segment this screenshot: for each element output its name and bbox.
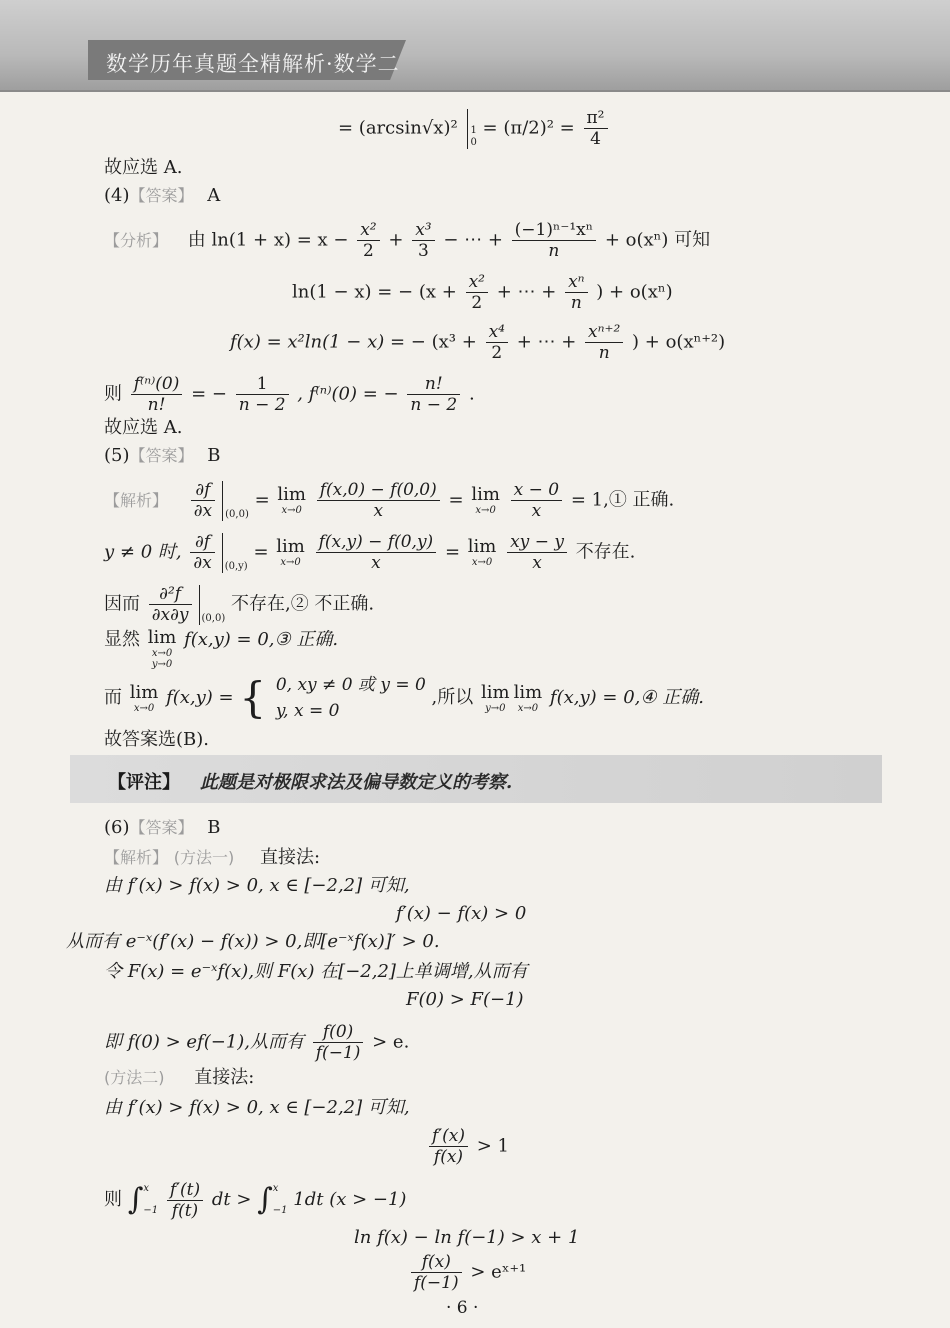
method-tag: (方法二): [104, 1068, 165, 1087]
formula-text: + ⋯ +: [496, 281, 557, 303]
fraction: [466, 272, 488, 313]
limit-op: lim: [467, 536, 497, 557]
numerator: x²: [357, 220, 379, 241]
formula-text: 1dt (x > −1): [293, 1189, 407, 1210]
limit: [468, 537, 497, 568]
limit-op: lim: [147, 627, 177, 648]
formula-text: 不存在,② 不正确.: [230, 593, 375, 615]
formula-line: f′(x) − f(x) > 0: [396, 903, 527, 924]
question-number: (6): [104, 817, 130, 838]
denominator: x: [532, 553, 542, 573]
page-number: · 6 ·: [446, 1298, 479, 1318]
left-brace: {: [239, 673, 267, 722]
formula-exp: [408, 1252, 526, 1293]
solution-line-4: [104, 628, 338, 670]
formula-line: F(0) > F(−1): [406, 989, 524, 1010]
limit-sub: x→0: [280, 557, 301, 568]
numerator: x²: [466, 272, 488, 293]
numerator: ∂f: [190, 532, 214, 553]
denominator: 4: [590, 129, 601, 149]
analysis-tag: 【分析】: [104, 230, 169, 250]
numerator: x − 0: [511, 480, 562, 501]
numerator: f′(t): [167, 1180, 203, 1201]
numerator: f(x,0) − f(0,0): [317, 480, 440, 501]
numerator: xⁿ: [565, 272, 587, 293]
case-row: y, x = 0: [275, 701, 340, 721]
formula-text: =: [253, 541, 269, 563]
eval-lower: 0: [470, 137, 477, 148]
integral-sign: ∫: [257, 1182, 273, 1217]
limit-sub: x→0: [133, 702, 155, 714]
formula-text: (x³ +: [431, 331, 477, 353]
fraction: [236, 374, 289, 415]
solution-method-1: [104, 846, 320, 870]
formula-text: ln(1 − x) = −: [292, 281, 414, 303]
formula-line: ln f(x) − ln f(−1) > x + 1: [354, 1227, 580, 1248]
formula-ln: [292, 272, 673, 313]
piecewise-cases: [276, 672, 426, 724]
denominator: n: [570, 293, 582, 313]
limit-sub: x→0: [475, 505, 496, 516]
formula-text: > e.: [372, 1031, 410, 1053]
fraction: [507, 532, 567, 573]
integral-limits: [143, 1178, 158, 1222]
fraction: [585, 322, 623, 363]
limit-sub: x→0: [151, 648, 173, 659]
limit-sub: x→0: [471, 557, 493, 568]
limit-sub: x→0: [281, 505, 302, 516]
page-header: [0, 0, 950, 92]
integral-upper: x: [272, 1183, 279, 1194]
numerator: xy − y: [507, 532, 567, 553]
formula-derivative: [104, 374, 475, 415]
fraction: [429, 1126, 468, 1167]
text-line: 从而有 e⁻ˣ(f′(x) − f(x)) > 0,即[e⁻ˣf(x)]′ > 0.: [66, 931, 440, 952]
case-row: 0, xy ≠ 0 或 y = 0: [275, 675, 426, 695]
numerator: n!: [407, 374, 460, 395]
formula-text: ) + o(xⁿ): [596, 281, 673, 303]
denominator: 3: [417, 241, 429, 261]
fraction: [407, 374, 460, 415]
answer-value: B: [207, 817, 221, 838]
denominator: n − 2: [238, 395, 286, 415]
solution-line-5: [104, 672, 704, 724]
solution-line-2: [104, 532, 635, 573]
formula-text: − ⋯ +: [443, 229, 503, 251]
limit: [276, 537, 305, 568]
limit-op: lim: [481, 681, 510, 703]
limit: [514, 683, 543, 714]
integral-lower: −1: [143, 1205, 159, 1216]
eval-point: (0,y): [224, 561, 248, 572]
question-number: (5): [104, 445, 130, 466]
formula-text: = (π/2)² =: [482, 117, 575, 139]
formula-text: 则: [104, 1189, 122, 1210]
formula-text: +: [388, 229, 404, 251]
limit: [277, 485, 306, 516]
fraction: [316, 532, 437, 573]
conclusion-line: [104, 1022, 409, 1063]
formula-ratio: [426, 1126, 509, 1167]
limit: [130, 683, 159, 714]
limit-sub: x→0: [517, 702, 539, 714]
denominator: 2: [363, 241, 374, 261]
formula-text: 则: [104, 383, 122, 405]
formula-text: f(x,y) = 0,④ 正确.: [549, 687, 704, 708]
method-tag: (方法一): [173, 848, 235, 867]
formula-text: ) + o(xⁿ⁺²): [632, 331, 726, 353]
formula-text: = −: [191, 383, 227, 405]
answer-tag: 【答案】: [129, 818, 194, 837]
numerator: f(x): [411, 1252, 462, 1273]
text-line: 由 f′(x) > f(x) > 0, x ∈ [−2,2] 可知,: [104, 1097, 410, 1118]
solution-tag: 【解析】: [104, 848, 169, 867]
fraction: [131, 374, 183, 415]
fraction: [190, 532, 214, 573]
answer-tag: 【答案】: [129, 186, 194, 205]
eval-bar: [222, 481, 223, 521]
limit: [471, 485, 500, 516]
answer-tag: 【答案】: [129, 446, 194, 465]
formula-text: 因而: [104, 593, 140, 615]
formula-text: 直接法:: [259, 847, 321, 868]
analysis-line: [104, 220, 710, 261]
denominator: f(−1): [315, 1043, 361, 1063]
formula-text: 由 ln(1 + x) = x −: [187, 229, 349, 251]
formula-text: dt >: [211, 1189, 252, 1210]
numerator: f(0): [313, 1022, 364, 1043]
limit-op: lim: [513, 681, 543, 703]
formula-text: =: [254, 489, 270, 511]
fraction: [149, 584, 192, 625]
eval-bar: [222, 533, 223, 573]
denominator: n!: [147, 395, 166, 415]
denominator: 2: [471, 293, 483, 313]
formula-text: y ≠ 0 时,: [104, 541, 182, 563]
formula-text: f(x,y) =: [166, 687, 234, 708]
denominator: x: [373, 501, 384, 521]
formula-text: (x +: [418, 281, 457, 303]
answer-value: B: [207, 445, 221, 466]
fraction: [317, 480, 440, 521]
solution-tag: 【解析】: [104, 490, 169, 510]
fraction: [584, 108, 608, 149]
limit: [148, 628, 177, 670]
formula-text: ,所以: [431, 687, 474, 708]
answer-line-4: [104, 184, 220, 208]
formula-text: , f⁽ⁿ⁾(0) = −: [297, 383, 399, 405]
eval-bar: [467, 109, 468, 149]
denominator: 2: [491, 343, 503, 363]
text-line: 故答案选(B).: [104, 729, 209, 750]
solution-line-1: [104, 480, 674, 521]
integral-upper: x: [143, 1183, 150, 1194]
limit-sub: y→0: [485, 702, 506, 714]
fraction: [512, 220, 596, 261]
eval-limits: [470, 125, 476, 149]
formula-text: .: [468, 383, 475, 405]
formula-text: > eˣ⁺¹: [470, 1261, 527, 1283]
denominator: ∂x: [193, 553, 212, 573]
formula-text: 即 f(0) > ef(−1),从而有: [104, 1031, 305, 1053]
formula-text: =: [444, 541, 461, 563]
denominator: n: [598, 343, 610, 363]
text-line: 由 f′(x) > f(x) > 0, x ∈ [−2,2] 可知,: [104, 875, 410, 896]
formula-text: > 1: [476, 1135, 510, 1157]
numerator: (−1)ⁿ⁻¹xⁿ: [512, 220, 596, 241]
denominator: n − 2: [410, 395, 458, 415]
formula-text: = (arcsin√x)²: [338, 117, 458, 139]
integral-limits: [273, 1178, 288, 1222]
text-line: 故应选 A.: [104, 417, 183, 438]
formula-text: + o(xⁿ) 可知: [604, 229, 711, 251]
fraction: [565, 272, 587, 313]
numerator: x³: [412, 220, 434, 241]
formula-text: f(x,y) = 0,③ 正确.: [184, 629, 339, 650]
numerator: xⁿ⁺²: [585, 322, 623, 343]
answer-line-6: [104, 816, 220, 840]
answer-value: A: [207, 185, 221, 206]
text-line: 故应选 A.: [104, 157, 183, 178]
denominator: ∂x∂y: [151, 605, 189, 625]
text-line: 令 F(x) = e⁻ˣf(x),则 F(x) 在[−2,2]上单调增,从而有: [104, 961, 528, 982]
limit-op: lim: [277, 484, 307, 505]
fraction: [167, 1180, 203, 1221]
numerator: f′(x): [429, 1126, 468, 1147]
fraction: [411, 1252, 462, 1293]
denominator: x: [371, 553, 381, 573]
denominator: x: [531, 501, 542, 521]
formula-integral: [104, 1178, 406, 1222]
eval-upper: 1: [470, 125, 477, 136]
formula-text: f(x) = x²ln(1 − x) = −: [230, 331, 426, 353]
limit-op: lim: [276, 536, 305, 557]
formula-text: 不存在.: [575, 541, 636, 563]
header-title: 数学历年真题全精解析·数学二: [106, 52, 400, 76]
numerator: π²: [584, 108, 608, 129]
numerator: f(x,y) − f(0,y): [316, 532, 437, 553]
eval-point: (0,0): [225, 509, 249, 520]
fraction: [313, 1022, 364, 1063]
fraction: [486, 322, 508, 363]
fraction: [191, 480, 215, 521]
comment-label: 【评注】: [108, 772, 180, 793]
limit: [481, 683, 510, 714]
solution-line-3: [104, 584, 374, 625]
denominator: n: [548, 241, 560, 261]
numerator: 1: [236, 374, 289, 395]
fraction: [412, 220, 434, 261]
header-rule: [0, 90, 950, 92]
denominator: f(−1): [414, 1273, 459, 1293]
limit-op: lim: [471, 484, 500, 505]
question-number: (4): [104, 185, 130, 206]
numerator: f⁽ⁿ⁾(0): [131, 374, 183, 395]
formula-text: =: [448, 489, 464, 511]
denominator: f(x): [433, 1147, 464, 1167]
limit-op: lim: [129, 681, 159, 703]
formula-arcsin: [338, 108, 611, 149]
integral-lower: −1: [272, 1205, 288, 1216]
formula-text: + ⋯ +: [516, 331, 577, 353]
numerator: x⁴: [486, 322, 508, 343]
formula-text: 显然: [104, 629, 140, 650]
formula-text: = 1,① 正确.: [570, 489, 675, 511]
solution-method-2: [104, 1066, 254, 1090]
denominator: f(t): [171, 1200, 199, 1221]
formula-text: 直接法:: [194, 1067, 255, 1088]
answer-line-5: [104, 444, 220, 468]
limit-sub: y→0: [151, 659, 173, 670]
formula-text: 而: [104, 687, 122, 708]
numerator: ∂f: [191, 480, 215, 501]
formula-fx: [230, 322, 725, 363]
denominator: ∂x: [193, 501, 213, 521]
fraction: [357, 220, 379, 261]
fraction: [511, 480, 562, 521]
comment-text: 此题是对极限求法及偏导数定义的考察.: [200, 772, 513, 793]
eval-bar: [199, 585, 200, 625]
eval-point: (0,0): [201, 613, 226, 624]
numerator: ∂²f: [149, 584, 192, 605]
integral-sign: ∫: [127, 1182, 144, 1217]
